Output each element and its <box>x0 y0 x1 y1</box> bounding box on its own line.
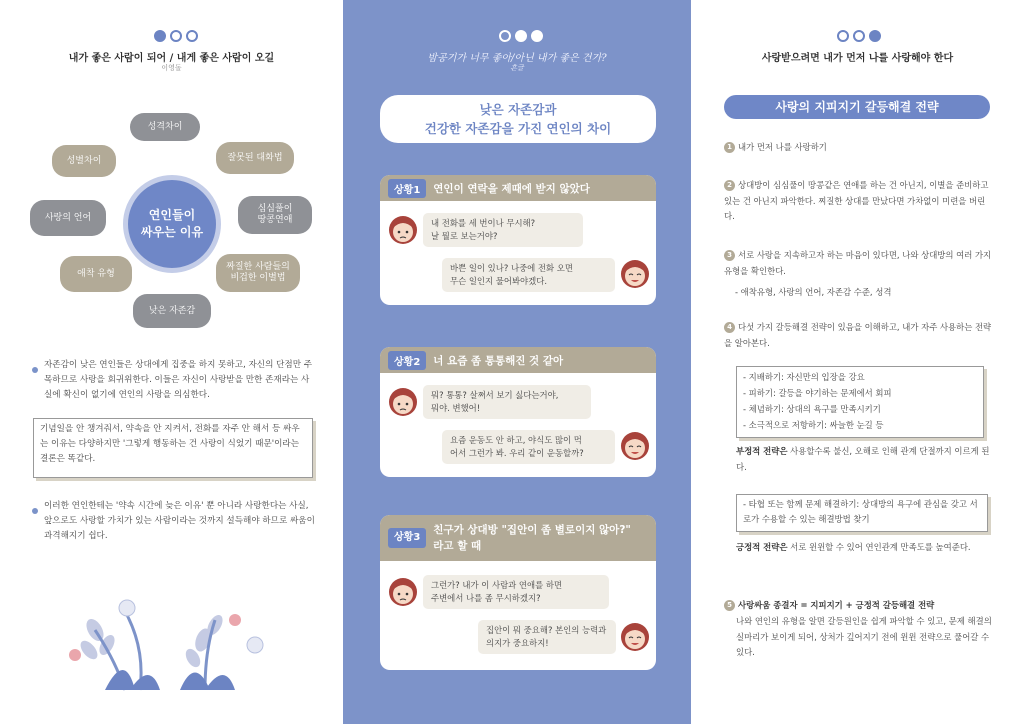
healthy-message: 바쁜 일이 있나? 나중에 전화 오면 무슨 일인지 물어봐야겠다. <box>442 258 615 292</box>
bubble-casual-dating: 심심풀이 땅콩연애 <box>238 196 312 234</box>
sad-face-icon <box>388 577 418 607</box>
section-header: 낮은 자존감과 건강한 자존감을 가진 연인의 차이 <box>380 95 656 143</box>
dot-icon <box>853 30 865 42</box>
strategy-item-5-text: 나와 연인의 유형을 알면 갈등원인을 쉽게 파악할 수 있고, 문제 해결의 실마리가 보이게 되어, 상처가 깊어지기 전에 윈윈 전략으로 풀어갈 수 있다. <box>736 616 992 657</box>
paragraph-2: 이러한 연인한테는 '약속 시간에 늦은 이유' 뿐 아니라 사랑한다는 사실, 앞으로도 사랑할 가치가 있는 사람이라는 것까지 설득해야 하므로 싸움이 과격해지기 쉽다. <box>44 501 315 541</box>
situation-tag: 상황1 <box>388 179 426 198</box>
flower-illustration <box>55 590 285 700</box>
page-indicator <box>499 30 543 42</box>
low-esteem-message: 뭐? 통통? 살쪄서 보기 싫다는거야, 뭐야. 변했어! <box>423 385 591 419</box>
mindmap-center: 연인들이 싸우는 이유 <box>123 175 221 273</box>
bubble-gender: 성별차이 <box>52 145 116 177</box>
healthy-message: 요즘 운동도 안 하고, 야식도 많이 먹 어서 그런가 봐. 우리 같이 운동할까? <box>442 430 615 464</box>
section-header: 사랑의 지피지기 갈등해결 전략 <box>724 95 990 119</box>
strategy-item-2: 2 상대방이 심심풀이 땅콩같은 연애를 하는 건 아닌지, 이별을 준비하고 있는 건 아닌지 파악한다. 찌질한 상대를 만났다면 가차없이 미련을 버린다. <box>724 180 989 221</box>
strategy-item-1: 1 내가 먼저 나를 사랑하기 <box>724 140 992 156</box>
bullet-icon <box>32 367 38 373</box>
bubble-wrong-talk: 잘못된 대화법 <box>216 142 294 174</box>
low-esteem-message: 내 전화를 세 번이나 무시해? 날 뭘로 보는거야? <box>423 213 583 247</box>
dot-icon <box>186 30 198 42</box>
dot-icon <box>154 30 166 42</box>
number-badge-3: 3 <box>724 250 735 261</box>
panel-title: 내가 좋은 사람이 되어 / 내게 좋은 사람이 오길 <box>68 53 275 64</box>
sad-face-icon <box>388 387 418 417</box>
negative-strategy-note: 부정적 전략은 사용할수록 불신, 오해로 인해 관계 단절까지 이르게 된다. <box>736 446 990 472</box>
situation-title: 친구가 상대방 "집안이 좀 별로이지 않아?" 라고 할 때 <box>433 524 631 552</box>
positive-strategy-box: - 타협 또는 함께 문제 해결하기: 상대방의 욕구에 관심을 갖고 서로가 수용할 수 있는 해결방법 찾기 <box>736 494 988 532</box>
situation-card-2 <box>380 347 656 477</box>
strategy-item-4: 4 다섯 가지 갈등해결 전략이 있음을 이해하고, 내가 자주 사용하는 전략을 알아본다. <box>724 322 992 348</box>
panel-author: 흔글 <box>510 64 524 72</box>
happy-face-icon <box>620 431 650 461</box>
bubble-attachment: 애착 유형 <box>60 256 132 292</box>
dot-icon <box>170 30 182 42</box>
page-indicator <box>837 30 881 42</box>
happy-face-icon <box>620 259 650 289</box>
happy-face-icon <box>620 622 650 652</box>
situation-card-3 <box>380 515 656 670</box>
panel-title: 사랑받으려면 내가 먼저 나를 사랑해야 한다 <box>761 53 954 64</box>
panel-left <box>0 0 343 724</box>
bubble-low-self-esteem: 낮은 자존감 <box>133 294 211 328</box>
number-badge-1: 1 <box>724 142 735 153</box>
strategy-item-3: 3 서로 사랑을 지속하고자 하는 마음이 있다면, 나와 상대방의 여러 가지 유형을 확인한다. <box>724 250 992 276</box>
number-badge-5: 5 <box>724 600 735 611</box>
quote-box: 기념일을 안 챙겨줘서, 약속을 안 지켜서, 전화를 자주 안 해서 등 싸우는 이유는 다양하지만 '그렇게 행동하는 건 사랑이 식었기 때문'이라는 결론은 똑같다. <box>33 418 313 478</box>
dot-icon <box>869 30 881 42</box>
dot-icon <box>837 30 849 42</box>
positive-strategy-note: 긍정적 전략은 서로 윈윈할 수 있어 연인관계 만족도를 높여준다. <box>736 542 971 552</box>
paragraph-1: 자존감이 낮은 연인들은 상대에게 집중을 하지 못하고, 자신의 단점만 주목하므로 사랑을 회귀위한다. 이들은 자신이 사랑받을 만한 존재라는 사실에 확신이 없기에 연인의 사랑을 의심한다. <box>44 360 313 400</box>
bubble-cowardly-breakup: 짜질한 사람들의 비겁한 이별법 <box>216 254 300 292</box>
list-item: - 체념하기: 상대의 욕구를 만족시키기 <box>743 404 881 414</box>
negative-strategy-list <box>736 366 984 438</box>
panel-middle <box>343 0 691 724</box>
low-esteem-message: 그런가? 내가 이 사람과 연애를 하면 주변에서 나를 좀 무시하겠지? <box>423 575 609 609</box>
list-item: - 피하기: 갈등을 야기하는 문제에서 회피 <box>743 388 892 398</box>
dot-icon <box>515 30 527 42</box>
page-indicator <box>154 30 198 42</box>
healthy-message: 집안이 뭐 중요해? 본인의 능력과 의지가 중요하지! <box>478 620 616 654</box>
list-item: - 지배하기: 자신만의 입장을 강요 <box>743 372 865 382</box>
situation-tag: 상황2 <box>388 351 426 370</box>
situation-title: 연인이 연락을 제때에 받지 않았다 <box>433 182 590 195</box>
strategy-item-3-types: - 애착유형, 사랑의 언어, 자존감 수준, 성격 <box>735 287 892 297</box>
number-badge-4: 4 <box>724 322 735 333</box>
situation-title: 너 요즘 좀 통통해진 것 같아 <box>433 354 564 367</box>
panel-author: 이영돌 <box>161 64 182 72</box>
dot-icon <box>499 30 511 42</box>
panel-title: 밤공기가 너무 좋아/아닌 내가 좋은 건가? <box>427 53 607 64</box>
strategy-item-5-title: 5 사랑싸움 종결자 = 지피지기 + 긍정적 갈등해결 전략 <box>724 598 992 614</box>
number-badge-2: 2 <box>724 180 735 191</box>
bubble-love-language: 사랑의 언어 <box>30 200 106 236</box>
bubble-personality: 성격차이 <box>130 113 200 141</box>
bullet-icon <box>32 508 38 514</box>
situation-card-1 <box>380 175 656 305</box>
dot-icon <box>531 30 543 42</box>
panel-right <box>691 0 1024 724</box>
list-item: - 소극적으로 저항하기: 싸늘한 눈길 등 <box>743 420 884 430</box>
sad-face-icon <box>388 215 418 245</box>
situation-tag: 상황3 <box>388 528 426 548</box>
